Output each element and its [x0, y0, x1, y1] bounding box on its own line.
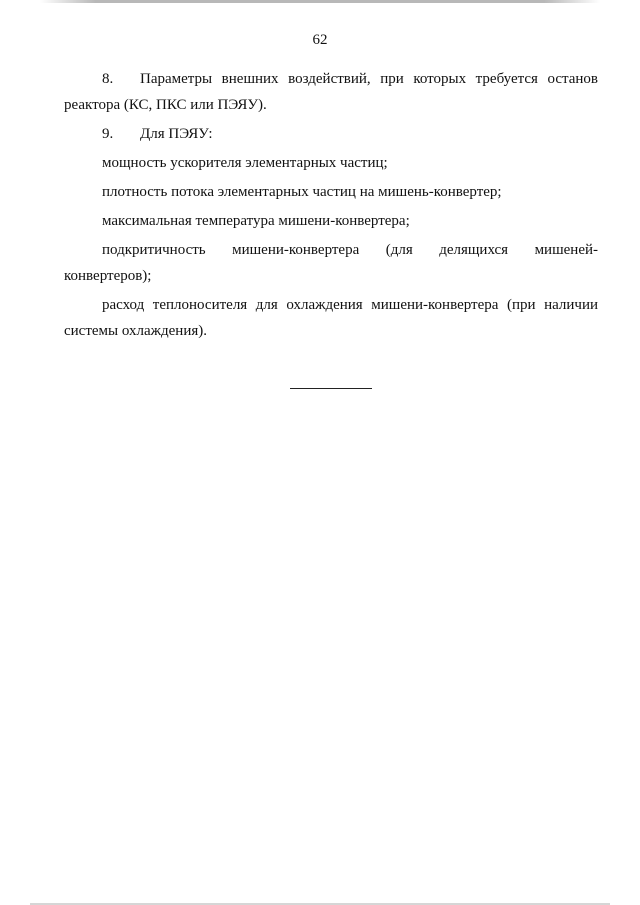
list-line-coolant: расход теплоносителя для охлаждения мишени-конвертера (при наличии системы охлаждения).: [64, 297, 598, 339]
scan-edge-top: [40, 0, 600, 3]
item-9-text: Для ПЭЯУ:: [140, 126, 213, 142]
list-line-power: мощность ускорителя элементарных частиц;: [102, 155, 388, 171]
subcrit-continuation: конвертеров);: [64, 268, 152, 284]
end-rule: [290, 388, 372, 389]
item-9-number: 9.: [102, 126, 114, 142]
list-line-flux: плотность потока элементарных частиц на мишень-конвертер;: [102, 184, 502, 200]
item-8: [64, 66, 598, 118]
document-body: [64, 66, 598, 344]
page-number: 62: [312, 32, 328, 48]
subcrit-word-4: делящихся: [439, 242, 509, 258]
subcrit-word-1: подкритичность: [102, 242, 206, 258]
subcrit-word-5: мишеней-: [534, 242, 598, 258]
list-line-temperature: максимальная температура мишени-конвертера;: [102, 213, 410, 229]
list-line-subcriticality: [64, 237, 598, 263]
subcrit-word-3: (для: [385, 242, 413, 258]
item-8-number: 8.: [102, 71, 114, 87]
subcrit-word-2: мишени-конвертера: [232, 242, 360, 258]
item-9: [64, 121, 598, 147]
item-8-text: Параметры внешних воздействий, при которых требуется останов реактора (КС, ПКС или ПЭЯУ).: [64, 71, 598, 113]
